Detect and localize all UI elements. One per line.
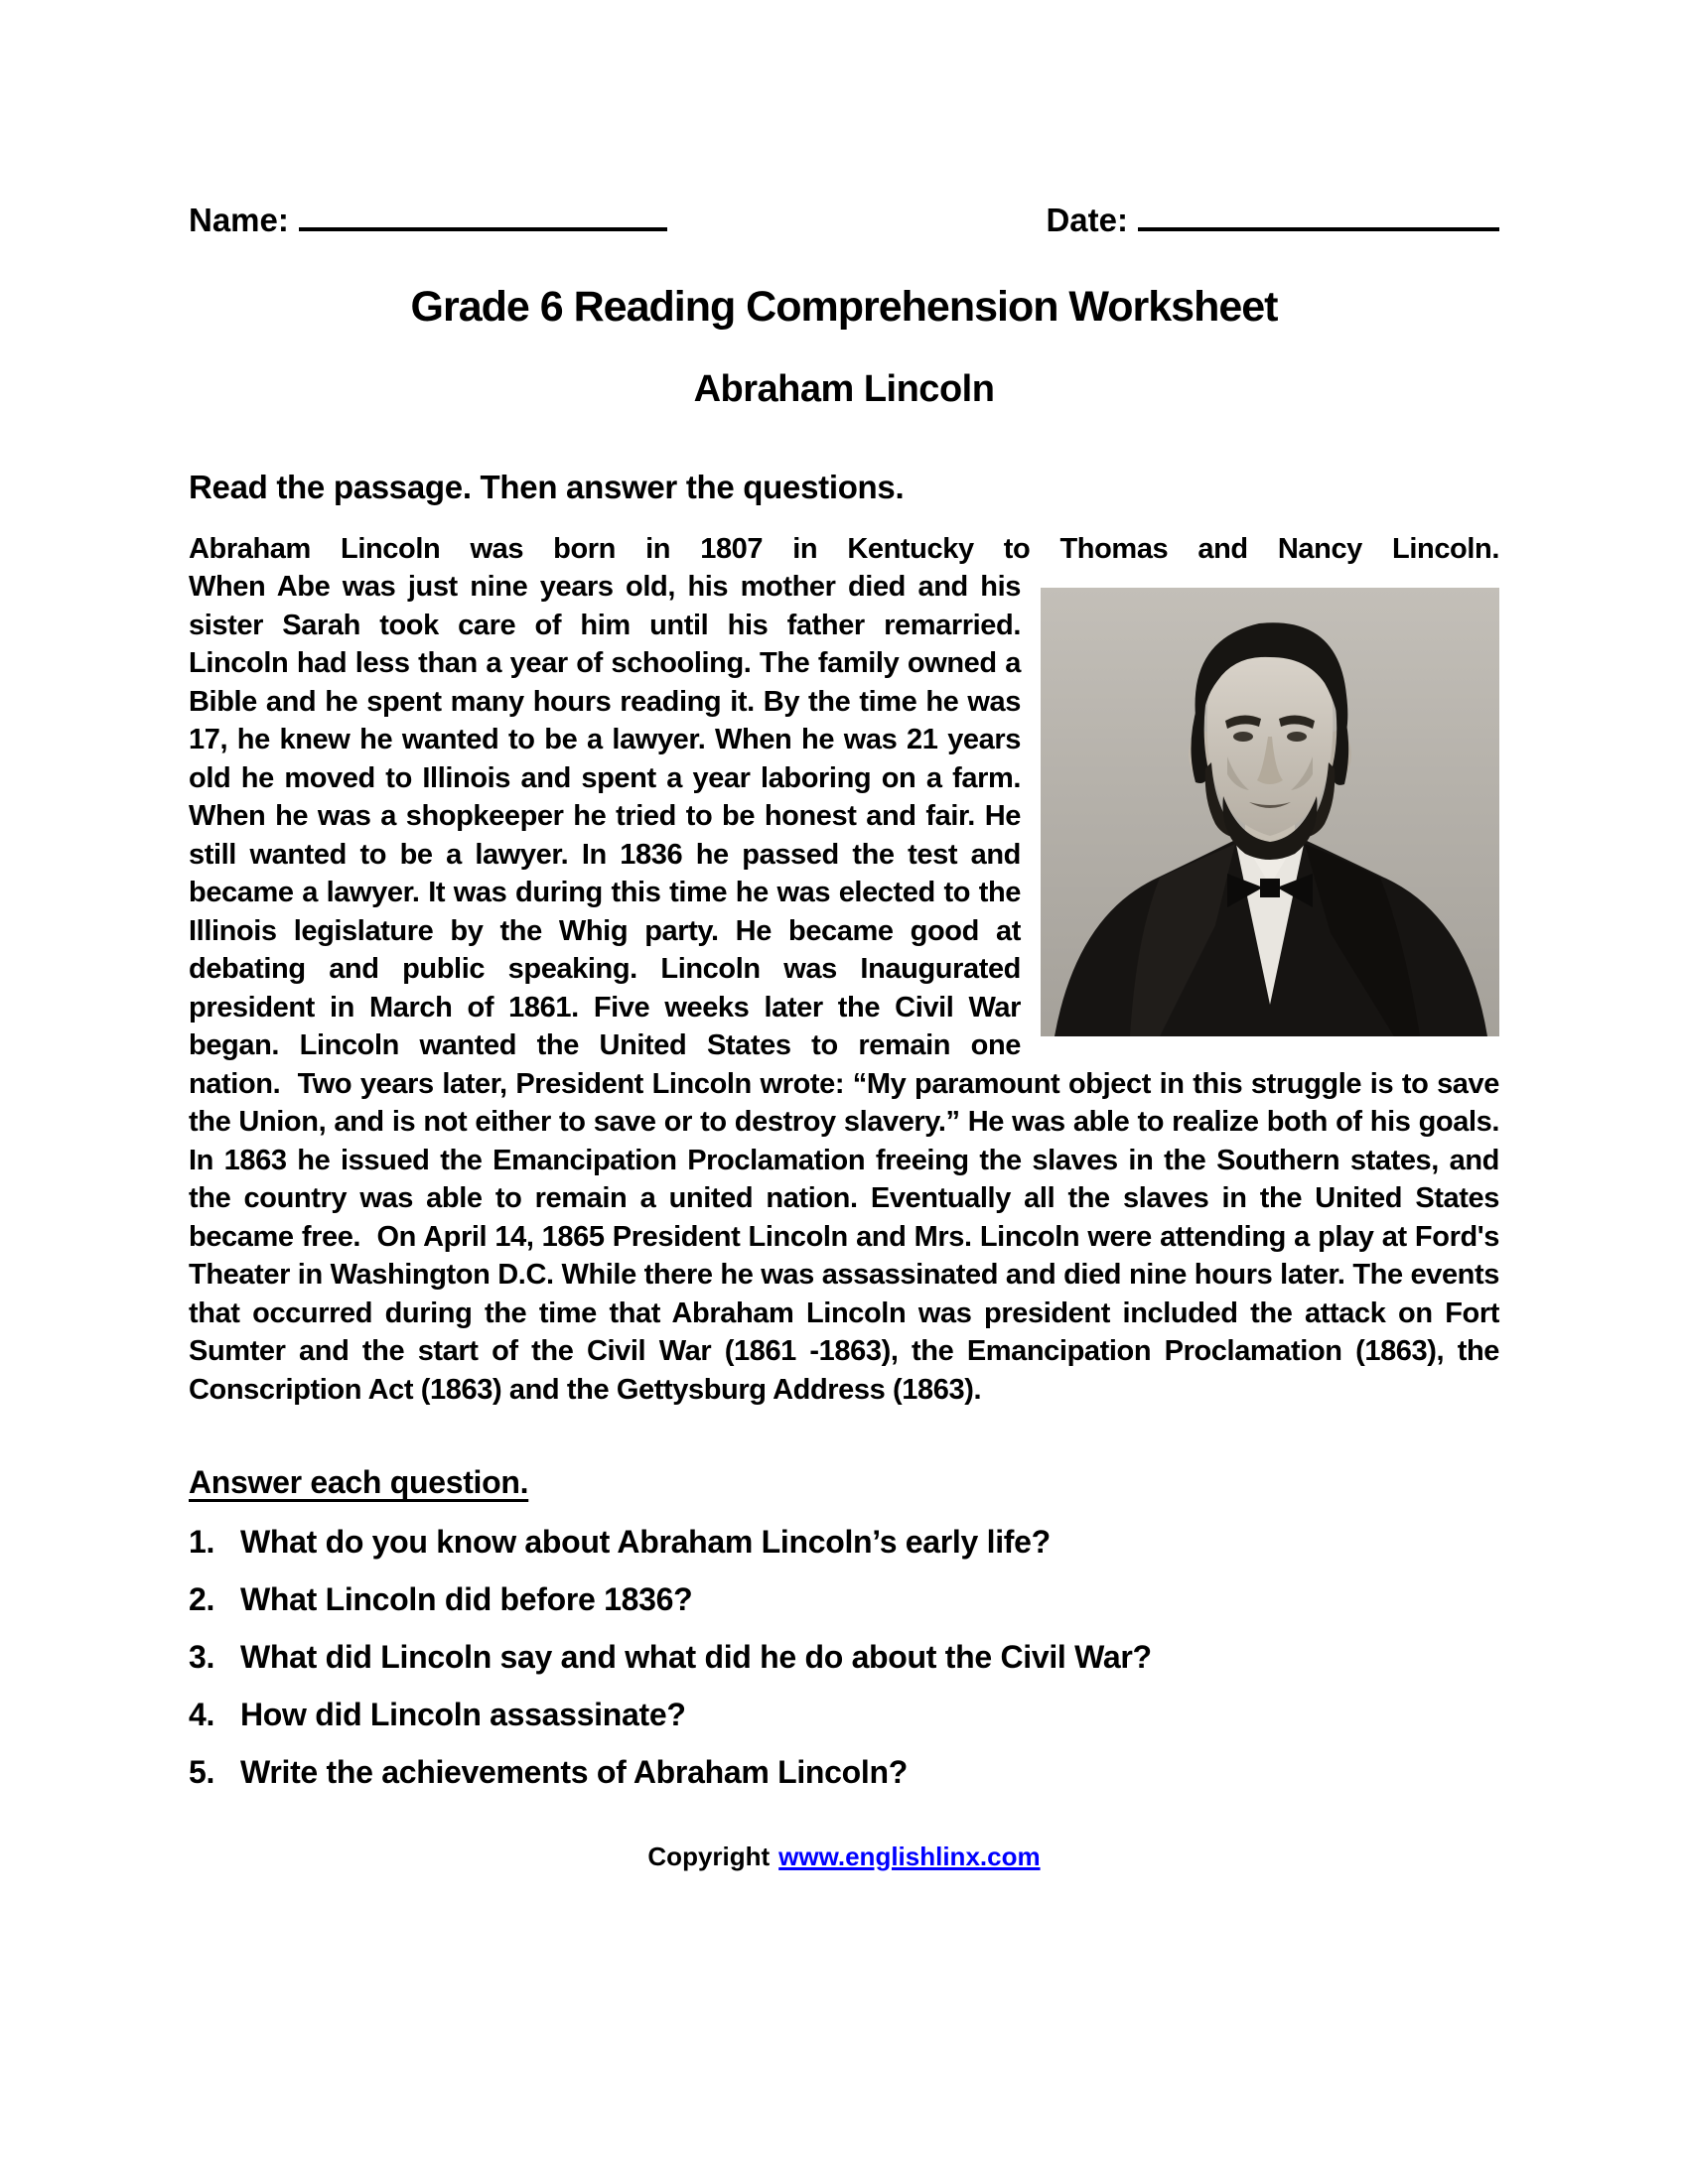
question-text: Write the achievements of Abraham Lincoln? [240, 1754, 908, 1791]
question-row-4 [189, 1695, 1499, 1734]
question-number: 2. [189, 1581, 215, 1618]
question-number: 4. [189, 1697, 215, 1733]
questions-section [189, 1462, 1499, 1792]
passage-first-line: Abraham Lincoln was born in 1807 in Kentucky to Thomas and Nancy Lincoln. [189, 532, 1499, 565]
question-row-3 [189, 1637, 1499, 1677]
name-field [189, 199, 667, 238]
passage-instruction: Read the passage. Then answer the questions. [189, 469, 905, 506]
date-blank-line [1138, 199, 1499, 231]
date-label: Date: [1046, 202, 1128, 238]
question-text: What do you know about Abraham Lincoln’s early life? [240, 1524, 1051, 1561]
question-text: How did Lincoln assassinate? [240, 1697, 686, 1733]
question-text: What Lincoln did before 1836? [240, 1581, 693, 1618]
passage [189, 530, 1499, 1410]
question-number: 5. [189, 1754, 215, 1791]
name-blank-line [299, 199, 667, 231]
lincoln-portrait-image [1041, 588, 1499, 1036]
englishlinx-link[interactable]: www.englishlinx.com [778, 1842, 1041, 1872]
copyright-label: Copyright [647, 1842, 771, 1872]
questions-heading: Answer each question. [189, 1464, 529, 1501]
question-number: 1. [189, 1524, 215, 1561]
question-row-5 [189, 1752, 1499, 1792]
passage-text: When Abe was just nine years old, his mother died and his sister Sarah took care of him until his father remarried. Lincoln had less than a year of schooling. The family owned a Bible and he spent many hours reading it. By the time he was 17, he knew he wanted to be a lawyer. When he was 21 years old he moved to Illinois and spent a year laboring on a farm. When he was a shopkeeper he tried to be honest and fair. He still wanted to be a lawyer. In 1836 he passed the test and became a lawyer. It was during this time he was elected to the Illinois legislature by the Whig party. He became good at debating and public speaking. Lincoln was Inaugurated president in March of 1861. Five weeks later the Civil War began. Lincoln wanted the United States to remain one nation. Two years later, President Lincoln wrote: “My paramount object in this struggle is to save the Union, and is not either to save or to destroy slavery.” He was able to realize both of his goals. In 1863 he issued the Emancipation Proclamation freeing the slaves in the Southern states, and the country was able to remain a united nation. Eventually all the slaves in the United States became free. On April 14, 1865 President Lincoln and Mrs. Lincoln were attending a play at Ford's Theater in Washington D.C. While there he was assassinated and died nine hours later. The events that occurred during the time that Abraham Lincoln was president included the attack on Fort Sumter and the start of the Civil War (1861 -1863), the Emancipation Proclamation (1863), the Conscription Act (1863) and the Gettysburg Address (1863). [189, 571, 1499, 1406]
header-row [189, 199, 1499, 238]
footer [189, 1842, 1499, 1872]
date-field [1046, 199, 1499, 238]
passage-body [189, 568, 1499, 1409]
question-row-2 [189, 1579, 1499, 1619]
question-text: What did Lincoln say and what did he do about the Civil War? [240, 1639, 1152, 1676]
question-number: 3. [189, 1639, 215, 1676]
name-label: Name: [189, 202, 289, 238]
page-subtitle: Abraham Lincoln [693, 367, 995, 410]
page-title: Grade 6 Reading Comprehension Worksheet [410, 283, 1278, 332]
lincoln-portrait-graphic [1041, 588, 1499, 1036]
question-row-1 [189, 1522, 1499, 1562]
